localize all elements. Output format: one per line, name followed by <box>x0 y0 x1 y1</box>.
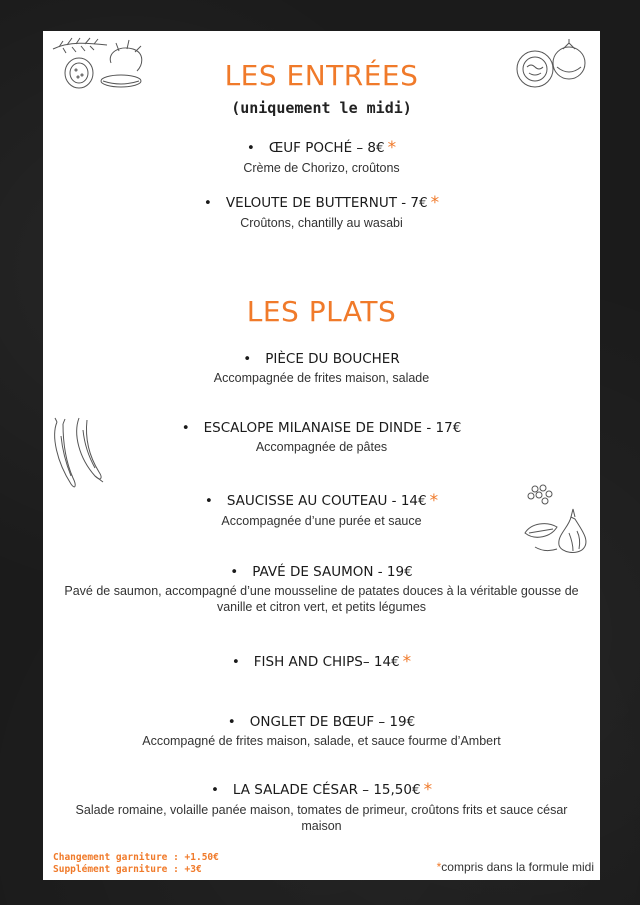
entrees-title: LES ENTRÉES <box>224 59 419 92</box>
item-description: Crème de Chorizo, croûtons <box>243 161 400 175</box>
item-name: ŒUF POCHÉ – 8€ <box>268 140 385 156</box>
formule-text: compris dans la formule midi <box>441 860 594 874</box>
garniture-change: Changement garniture : +1.50€ <box>53 852 219 863</box>
midi-star: * <box>402 652 412 672</box>
midi-star: * <box>423 780 433 800</box>
item-name: SAUCISSE AU COUTEAU - 14€ <box>226 493 427 509</box>
menu-item: • ONGLET DE BŒUF – 19€ Accompagné de frites maison, salade, et sauce fourme d’Ambert <box>43 714 600 749</box>
menu-item: • PAVÉ DE SAUMON - 19€ Pavé de saumon, accompagné d’une mousseline de patates douces à la véritable gousse de vanille et citron vert, et petits légumes <box>43 564 600 615</box>
formule-note <box>437 860 594 874</box>
item-description: Accompagnée de frites maison, salade <box>213 371 430 385</box>
entrees-subtitle: (uniquement le midi) <box>231 99 412 117</box>
item-description: Accompagné de frites maison, salade, et sauce fourme d’Ambert <box>142 734 501 748</box>
menu-item: • ESCALOPE MILANAISE DE DINDE - 17€ Accompagnée de pâtes <box>43 420 600 455</box>
item-name: FISH AND CHIPS– 14€ <box>253 654 400 670</box>
item-description: Croûtons, chantilly au wasabi <box>240 216 403 230</box>
garniture-pricing <box>53 852 219 876</box>
menu-item: • SAUCISSE AU COUTEAU - 14€ * Accompagnée d’une purée et sauce <box>43 490 600 529</box>
item-name: ESCALOPE MILANAISE DE DINDE - 17€ <box>203 420 462 436</box>
menu-sheet <box>43 31 600 880</box>
formule-star: * <box>436 860 442 874</box>
item-description: Pavé de saumon, accompagné d’une mousseline de patates douces à la véritable gousse de vanille et citron vert, et petits légumes <box>64 584 579 614</box>
item-name: PIÈCE DU BOUCHER <box>265 351 400 367</box>
item-name: ONGLET DE BŒUF – 19€ <box>249 714 416 730</box>
menu-item: • ŒUF POCHÉ – 8€ * Crème de Chorizo, croûtons <box>43 137 600 176</box>
garniture-supplement: Supplément garniture : +3€ <box>53 864 202 875</box>
item-name: VELOUTE DE BUTTERNUT - 7€ <box>225 195 428 211</box>
midi-star: * <box>387 138 397 158</box>
menu-item: • VELOUTE DE BUTTERNUT - 7€ * Croûtons, chantilly au wasabi <box>43 192 600 231</box>
item-description: Accompagnée d’une purée et sauce <box>221 514 422 528</box>
item-description: Salade romaine, volaille panée maison, tomates de primeur, croûtons frits et sauce césar maison <box>75 803 568 833</box>
menu-item: • FISH AND CHIPS– 14€ * <box>231 652 412 672</box>
menu-item: • LA SALADE CÉSAR – 15,50€ * Salade romaine, volaille panée maison, tomates de primeur, croûtons frits et sauce césar maison <box>43 779 600 834</box>
menu-item: • PIÈCE DU BOUCHER Accompagnée de frites maison, salade <box>43 351 600 386</box>
plats-title: LES PLATS <box>246 295 397 328</box>
item-name: LA SALADE CÉSAR – 15,50€ <box>232 782 421 798</box>
midi-star: * <box>429 491 439 511</box>
item-description: Accompagnée de pâtes <box>255 440 388 454</box>
midi-star: * <box>430 193 440 213</box>
item-name: PAVÉ DE SAUMON - 19€ <box>252 564 413 580</box>
